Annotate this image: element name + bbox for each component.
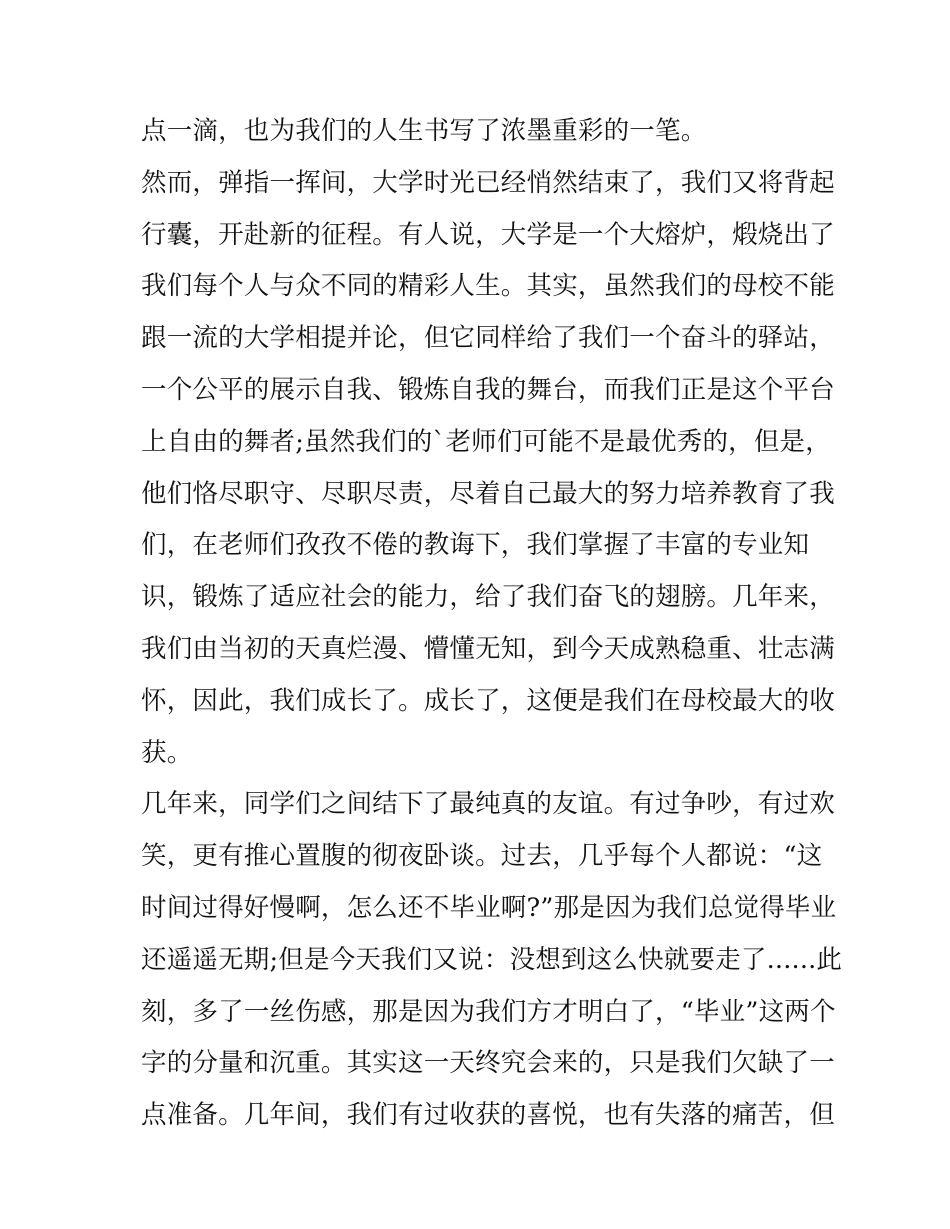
text-line: 刻，多了一丝伤感，那是因为我们方才明白了，“毕业”这两个 — [141, 996, 836, 1027]
text-line: 时间过得好慢啊，怎么还不毕业啊?”那是因为我们总觉得毕业 — [141, 892, 837, 923]
text-line: 上自由的舞者;虽然我们的`老师们可能不是最优秀的，但是， — [141, 426, 831, 457]
text-line: 还遥遥无期;但是今天我们又说：没想到这么快就要走了......此 — [141, 944, 843, 975]
text-line: 们，在老师们孜孜不倦的教诲下，我们掌握了丰富的专业知 — [141, 530, 810, 561]
text-line: 字的分量和沉重。其实这一天终究会来的，只是我们欠缺了一 — [141, 1048, 835, 1079]
text-line: 获。 — [141, 737, 193, 768]
text-line: 我们由当初的天真烂漫、懵懂无知，到今天成熟稳重、壮志满 — [141, 633, 835, 664]
text-line: 识，锻炼了适应社会的能力，给了我们奋飞的翅膀。几年来， — [141, 582, 835, 613]
text-line: 点准备。几年间，我们有过收获的喜悦，也有失落的痛苦，但 — [141, 1100, 835, 1131]
text-line: 点一滴，也为我们的人生书写了浓墨重彩的一笔。 — [141, 116, 707, 146]
document-body — [141, 106, 843, 1142]
text-line: 笑，更有推心置腹的彻夜卧谈。过去，几乎每个人都说：“这 — [141, 841, 823, 872]
text-line: 怀，因此，我们成长了。成长了，这便是我们在母校最大的收 — [141, 685, 835, 716]
text-line: 他们恪尽职守、尽职尽责，尽着自己最大的努力培养教育了我 — [141, 478, 835, 509]
text-line: 一个公平的展示自我、锻炼自我的舞台，而我们正是这个平台 — [141, 374, 835, 405]
text-line: 几年来，同学们之间结下了最纯真的友谊。有过争吵，有过欢 — [141, 789, 835, 820]
text-line: 我们每个人与众不同的精彩人生。其实，虽然我们的母校不能 — [141, 271, 835, 302]
text-line: 然而，弹指一挥间，大学时光已经悄然结束了，我们又将背起 — [141, 167, 835, 198]
text-line: 跟一流的大学相提并论，但它同样给了我们一个奋斗的驿站， — [141, 323, 835, 354]
text-line: 行囊，开赴新的征程。有人说，大学是一个大熔炉，煅烧出了 — [141, 219, 835, 250]
